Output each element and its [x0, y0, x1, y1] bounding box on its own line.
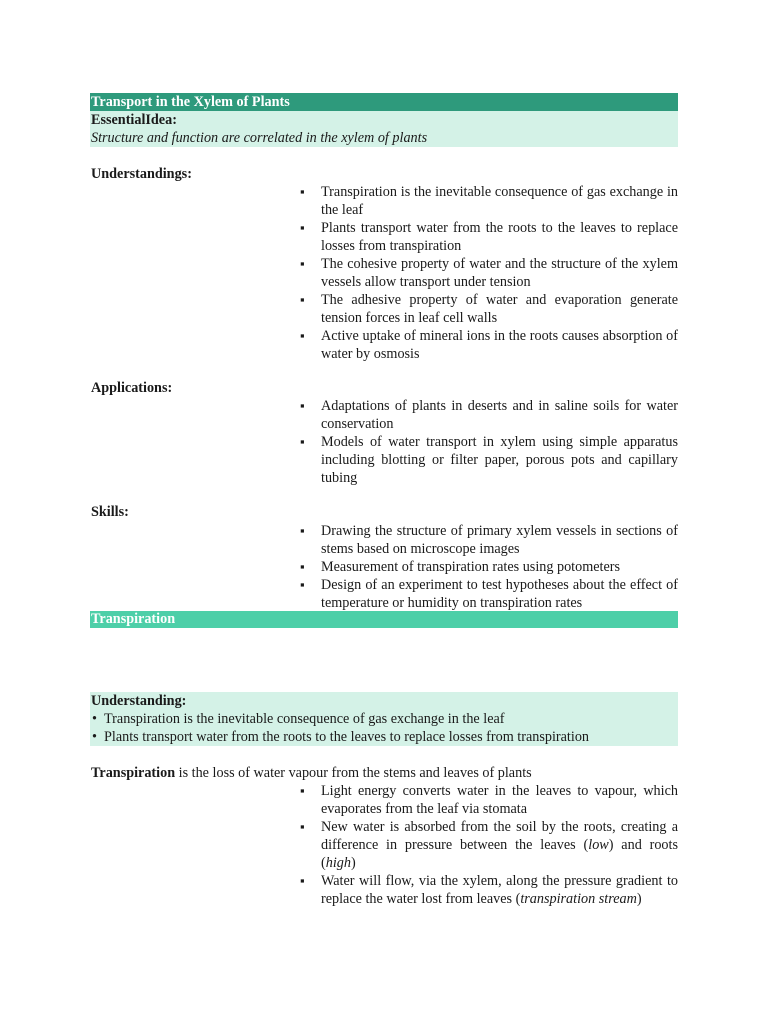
list-item: ▪ Active uptake of mineral ions in the roots causes absorption of water by osmosis — [300, 327, 678, 363]
transpiration-points — [300, 782, 678, 908]
understandings-list — [300, 183, 678, 363]
list-item: ▪ Design of an experiment to test hypotheses about the effect of temperature or humidity on transpiration rates — [300, 576, 678, 612]
list-item: ▪ Light energy converts water in the leaves to vapour, which evaporates from the leaf via stomata — [300, 782, 678, 818]
list-item — [300, 818, 678, 872]
list-item: ▪ Adaptations of plants in deserts and in saline soils for water conservation — [300, 397, 678, 433]
definition-text: is the loss of water vapour from the stems and leaves of plants — [175, 765, 532, 781]
understandings-label: Understandings: — [91, 166, 192, 182]
list-item: ▪ Plants transport water from the roots to the leaves to replace losses from transpiration — [300, 219, 678, 255]
essential-idea-statement: Structure and function are correlated in the xylem of plants — [91, 130, 428, 146]
point-text: ) and roots ( — [321, 837, 678, 871]
list-item: ▪ Models of water transport in xylem using simple apparatus including blotting or filter paper, porous pots and capillary tubing — [300, 433, 678, 487]
point-text: ) — [350, 855, 356, 871]
transpiration-heading: Transpiration — [90, 611, 678, 628]
skills-label: Skills: — [91, 504, 129, 520]
list-item: ▪ Transpiration is the inevitable consequence of gas exchange in the leaf — [300, 183, 678, 219]
list-item — [300, 872, 678, 908]
essential-idea-box — [90, 111, 678, 147]
point-emphasis: low — [588, 837, 609, 853]
list-item: ▪ The adhesive property of water and evaporation generate tension forces in leaf cell walls — [300, 291, 678, 327]
list-item: ▪ Drawing the structure of primary xylem vessels in sections of stems based on microscope images — [300, 522, 678, 558]
understanding-box — [90, 692, 678, 746]
list-item: ▪ Measurement of transpiration rates using potometers — [300, 558, 678, 576]
point-emphasis: high — [325, 855, 351, 871]
point-text: Water will flow, via the xylem, along the pressure gradient to replace the water lost from leaves ( — [321, 873, 678, 907]
applications-label: Applications: — [91, 380, 173, 396]
understanding-label: Understanding: — [91, 693, 187, 709]
transpiration-definition — [91, 764, 532, 782]
point-emphasis: transpiration stream — [520, 891, 637, 907]
essential-idea-label: EssentialIdea: — [91, 112, 177, 128]
applications-list — [300, 397, 678, 487]
skills-list — [300, 522, 678, 612]
definition-term: Transpiration — [91, 765, 176, 781]
list-item: ▪ The cohesive property of water and the structure of the xylem vessels allow transport under tension — [300, 255, 678, 291]
list-item: • Transpiration is the inevitable consequence of gas exchange in the leaf — [91, 710, 678, 728]
page-title: Transport in the Xylem of Plants — [90, 93, 678, 111]
list-item: • Plants transport water from the roots to the leaves to replace losses from transpiration — [91, 728, 678, 746]
point-text: ) — [636, 891, 642, 907]
understanding-list — [91, 710, 678, 746]
point-text: New water is absorbed from the soil by the roots, creating a difference in pressure between the leaves ( — [321, 819, 678, 853]
